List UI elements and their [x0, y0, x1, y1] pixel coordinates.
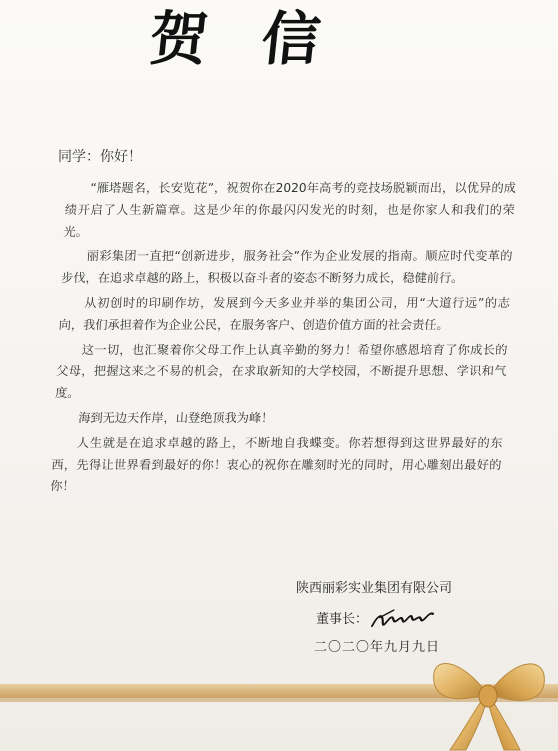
paragraph: 海到无边天作岸，山登绝顶我为峰！	[77, 410, 274, 425]
letter-body	[50, 178, 517, 501]
greeting: 同学：你好！	[58, 149, 142, 165]
gold-bow-icon	[420, 648, 555, 751]
paragraph: “雁塔题名，长安览花”，祝贺你在2020年高考的竞技场脱颖而出，以优异的成绩开启了人生新篇章。这是少年的你最闪闪发光的时刻，也是你家人和我们的荣光。	[63, 181, 517, 239]
paragraph: 从初创时的印刷作坊，发展到今天多业并举的集团公司，用“大道行远”的志向，我们承担着作为企业公民，在服务客户、创造价值方面的社会责任。	[58, 295, 511, 332]
chairman-row	[316, 605, 466, 632]
company-name: 陕西丽彩实业集团有限公司	[296, 581, 453, 596]
handwritten-signature	[368, 602, 437, 634]
paragraph: 丽彩集团一直把“创新进步，服务社会”作为企业发展的指南。顺应时代变革的步伐，在追求卓越的路上，积极以奋斗者的姿态不断努力成长，稳健前行。	[60, 249, 513, 286]
paragraph: 这一切，也汇聚着你父母工作上认真辛勤的努力！希望你感恩培育了你成长的父母，把握这来之不易的机会，在求取新知的大学校园，不断提升思想、学识和气度。	[54, 342, 508, 401]
letter-title: 贺信	[146, 5, 378, 73]
chairman-label: 董事长：	[316, 612, 369, 627]
paragraph: 人生就是在追求卓越的路上，不断地自我蝶变。你若想得到这世界最好的东西，先得让世界看到最好的你！衷心的祝你在雕刻时光的同时，用心雕刻出最好的你！	[49, 435, 503, 494]
letter-date: 二〇二〇年九月九日	[314, 640, 441, 655]
